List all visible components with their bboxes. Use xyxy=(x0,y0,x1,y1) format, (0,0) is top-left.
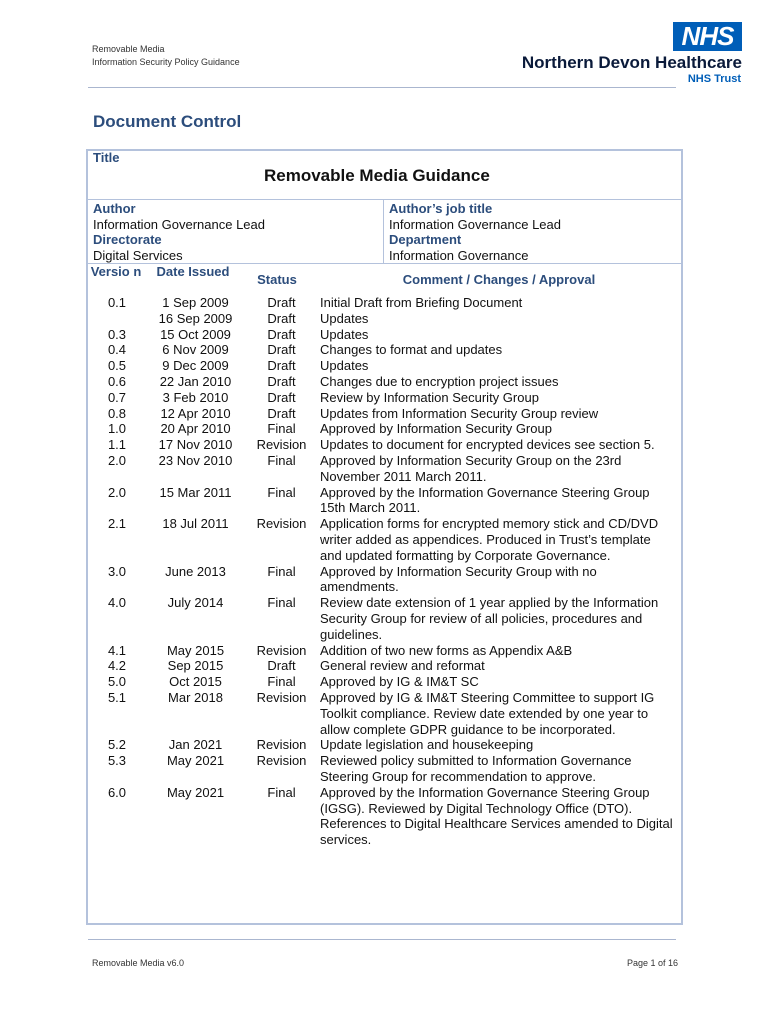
department-value: Information Governance xyxy=(389,248,529,263)
status-cell: Final xyxy=(267,563,296,579)
table-row xyxy=(88,690,678,737)
date-cell: 15 Oct 2009 xyxy=(160,326,231,342)
col-header-status: Status xyxy=(257,272,297,287)
version-cell: 4.2 xyxy=(107,658,127,674)
section-title: Document Control xyxy=(93,112,242,131)
comment-cell: Review by Information Security Group xyxy=(320,389,539,405)
date-cell: Oct 2015 xyxy=(169,674,222,690)
version-cell: 0.1 xyxy=(107,295,127,310)
version-cell: 0.5 xyxy=(107,358,127,374)
status-cell: Draft xyxy=(267,310,296,326)
author-value: Information Governance Lead xyxy=(93,217,265,232)
table-row xyxy=(88,564,678,596)
date-cell: Jan 2021 xyxy=(168,737,223,753)
comment-cell: Approved by Information Security Group on the 23rd November 2011 March 2011. xyxy=(320,452,622,484)
status-cell: Revision xyxy=(256,516,307,532)
directorate-value: Digital Services xyxy=(93,248,183,263)
date-cell: June 2013 xyxy=(165,563,226,579)
status-cell: Draft xyxy=(267,295,296,310)
date-cell: 6 Nov 2009 xyxy=(162,342,229,358)
version-cell: 2.1 xyxy=(107,516,127,532)
comment-cell: Approved by IG & IM&T Steering Committee to support IG Toolkit compliance. Review date extended by one year to allow complete GDPR guidance to be incorporated. xyxy=(320,689,655,737)
comment-cell: Application forms for encrypted memory stick and CD/DVD writer added as appendices. Produced in Trust’s template and updated formatting by Corporate Governance. xyxy=(320,516,659,563)
status-cell: Final xyxy=(267,484,296,500)
date-cell: Sep 2015 xyxy=(167,658,224,674)
org-name: Northern Devon Healthcare xyxy=(521,53,742,72)
version-cell: 0.8 xyxy=(107,405,127,421)
table-row xyxy=(88,737,678,753)
status-cell: Revision xyxy=(256,689,307,705)
comment-cell: Addition of two new forms as Appendix A&B xyxy=(320,642,573,658)
version-cell: 0.6 xyxy=(107,373,127,389)
table-row xyxy=(88,342,678,358)
status-cell: Final xyxy=(267,452,296,468)
version-cell: 3.0 xyxy=(107,563,127,579)
status-cell: Final xyxy=(267,784,296,800)
department-label: Department xyxy=(389,232,462,247)
table-row xyxy=(88,358,678,374)
version-cell: 5.2 xyxy=(107,737,127,753)
version-cell: 5.1 xyxy=(107,689,127,705)
date-cell: May 2021 xyxy=(166,753,225,769)
comment-cell: Updates xyxy=(320,310,369,326)
table-row xyxy=(88,674,678,690)
date-cell: July 2014 xyxy=(167,595,224,611)
comment-cell: Changes to format and updates xyxy=(320,342,503,358)
comment-cell: Update legislation and housekeeping xyxy=(320,737,534,753)
table-row xyxy=(88,406,678,422)
version-cell: 1.0 xyxy=(107,421,127,437)
comment-cell: Approved by the Information Governance Steering Group 15th March 2011. xyxy=(320,484,650,516)
date-cell: 22 Jan 2010 xyxy=(159,373,232,389)
comment-cell: Review date extension of 1 year applied by the Information Security Group for review of all policies, procedures and guidelines. xyxy=(320,595,659,642)
date-cell: 20 Apr 2010 xyxy=(160,421,231,437)
table-row xyxy=(88,311,678,327)
status-cell: Final xyxy=(267,595,296,611)
comment-cell: Approved by Information Security Group with no amendments. xyxy=(320,563,597,595)
status-cell: Final xyxy=(267,674,296,690)
date-cell: 9 Dec 2009 xyxy=(162,358,229,374)
status-cell: Draft xyxy=(267,326,296,342)
job-title-label: Author’s job title xyxy=(389,201,493,216)
table-row xyxy=(88,643,678,659)
status-cell: Draft xyxy=(267,373,296,389)
table-row xyxy=(88,453,678,485)
table-row xyxy=(88,516,678,563)
directorate-label: Directorate xyxy=(93,232,162,247)
author-label: Author xyxy=(93,201,136,216)
comment-cell: Updates xyxy=(320,358,369,374)
version-cell: 4.1 xyxy=(107,642,127,658)
status-cell: Draft xyxy=(267,658,296,674)
comment-cell: Approved by IG & IM&T SC xyxy=(320,674,479,690)
version-cell: 5.3 xyxy=(107,753,127,769)
footer-divider xyxy=(88,939,676,940)
comment-cell: Approved by Information Security Group xyxy=(320,421,552,437)
status-cell: Revision xyxy=(256,753,307,769)
version-cell: 2.0 xyxy=(107,484,127,500)
status-cell: Draft xyxy=(267,405,296,421)
status-cell: Revision xyxy=(256,737,307,753)
date-cell: 17 Nov 2010 xyxy=(158,437,233,453)
date-cell: May 2015 xyxy=(166,642,225,658)
version-cell: 0.7 xyxy=(107,389,127,405)
org-subtitle: NHS Trust xyxy=(687,73,741,85)
table-row xyxy=(88,485,678,517)
comment-cell: Updates xyxy=(320,326,369,342)
footer-page-number: Page 1 of 16 xyxy=(626,958,678,968)
nhs-logo: NHS xyxy=(673,22,742,51)
date-cell: May 2021 xyxy=(166,784,225,800)
version-history-table xyxy=(88,295,678,848)
divider xyxy=(383,199,384,263)
running-header xyxy=(92,43,240,69)
table-row xyxy=(88,658,678,674)
table-row xyxy=(88,390,678,406)
table-row xyxy=(88,595,678,642)
job-title-value: Information Governance Lead xyxy=(389,217,561,232)
table-row xyxy=(88,374,678,390)
version-cell: 0.3 xyxy=(107,326,127,342)
header-doc-name: Removable Media xyxy=(92,44,165,54)
comment-cell: Reviewed policy submitted to Information Governance Steering Group for recommendation to approve. xyxy=(320,753,632,784)
version-cell: 5.0 xyxy=(107,674,127,690)
col-header-version: Versio n xyxy=(90,264,142,279)
status-cell: Draft xyxy=(267,389,296,405)
version-cell: 2.0 xyxy=(107,452,127,468)
comment-cell: Changes due to encryption project issues xyxy=(320,373,559,389)
date-cell: 1 Sep 2009 xyxy=(162,295,229,310)
status-cell: Final xyxy=(267,421,296,437)
col-header-comment: Comment / Changes / Approval xyxy=(402,272,596,287)
table-row xyxy=(88,753,678,785)
header-doc-category: Information Security Policy Guidance xyxy=(92,57,240,67)
date-cell: 12 Apr 2010 xyxy=(160,405,231,421)
comment-cell: Approved by the Information Governance Steering Group (IGSG). Reviewed by Digital Technology Office (DTO). References to Digital Healthcare Services amended to Digital services. xyxy=(320,784,673,848)
table-row xyxy=(88,421,678,437)
comment-cell: Initial Draft from Briefing Document xyxy=(320,295,523,310)
date-cell: 15 Mar 2011 xyxy=(159,484,232,500)
date-cell: 3 Feb 2010 xyxy=(162,389,229,405)
comment-cell: General review and reformat xyxy=(320,658,485,674)
version-cell: 1.1 xyxy=(107,437,127,453)
version-cell: 4.0 xyxy=(107,595,127,611)
header-divider xyxy=(88,87,676,88)
date-cell: Mar 2018 xyxy=(168,689,223,705)
table-row xyxy=(88,295,678,311)
table-row xyxy=(88,327,678,343)
document-title: Removable Media Guidance xyxy=(264,166,490,185)
comment-cell: Updates to document for encrypted devices see section 5. xyxy=(320,437,655,453)
date-cell: 16 Sep 2009 xyxy=(158,310,233,326)
date-cell: 18 Jul 2011 xyxy=(162,516,229,532)
status-cell: Draft xyxy=(267,358,296,374)
table-row xyxy=(88,437,678,453)
table-row xyxy=(88,785,678,848)
divider xyxy=(86,199,683,200)
status-cell: Revision xyxy=(256,642,307,658)
date-cell: 23 Nov 2010 xyxy=(158,452,233,468)
col-header-date: Date Issued xyxy=(156,264,230,279)
comment-cell: Updates from Information Security Group review xyxy=(320,405,599,421)
version-cell: 6.0 xyxy=(107,784,127,800)
version-cell xyxy=(88,311,146,327)
title-label: Title xyxy=(93,150,120,165)
version-cell: 0.4 xyxy=(107,342,127,358)
status-cell: Draft xyxy=(267,342,296,358)
status-cell: Revision xyxy=(256,437,307,453)
footer-doc-version: Removable Media v6.0 xyxy=(92,958,185,968)
